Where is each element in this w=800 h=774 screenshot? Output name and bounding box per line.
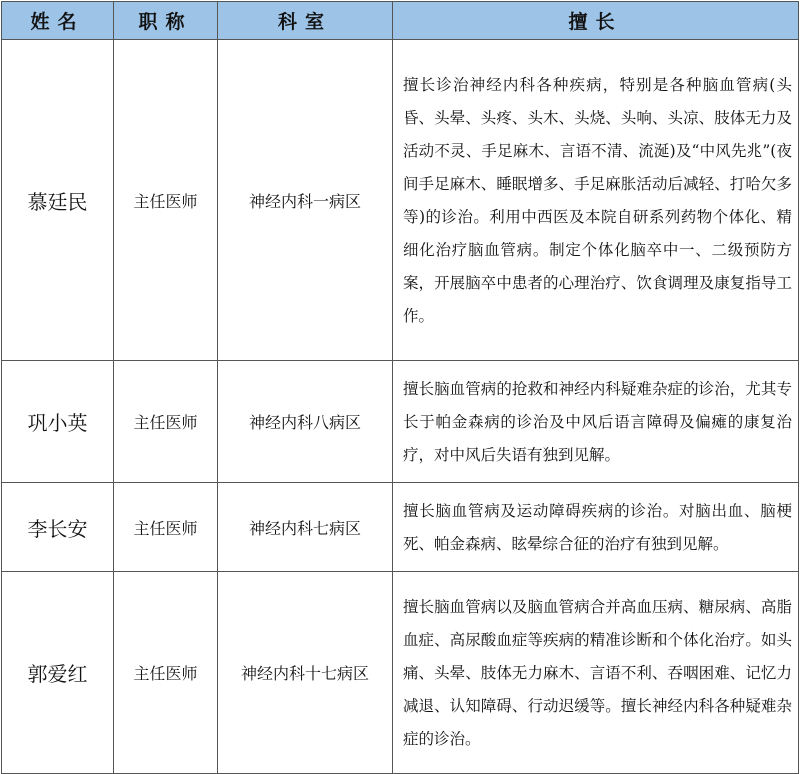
doctor-department: 神经内科一病区 [218,40,393,361]
table-row [2,483,799,572]
doctor-specialty: 擅长诊治神经内科各种疾病，特别是各种脑血管病(头昏、头晕、头疼、头木、头烧、头响、头凉、肢体无力及活动不灵、手足麻木、言语不清、流涎)及“中风先兆”(夜间手足麻木、睡眠增多、手足麻胀活动后减轻、打哈欠多等)的诊治。利用中西医及本院自研系列药物个体化、精细化治疗脑血管病。制定个体化脑卒中一、二级预防方案，开展脑卒中患者的心理治疗、饮食调理及康复指导工作。 [403,76,792,325]
doctor-title: 主任医师 [114,361,218,483]
table-row [2,572,799,774]
doctor-specialty: 擅长脑血管病以及脑血管病合并高血压病、糖尿病、高脂血症、高尿酸血症等疾病的精准诊断和个体化治疗。如头痛、头晕、肢体无力麻木、言语不利、吞咽困难、记忆力减退、认知障碍、行动迟缓等。擅长神经内科各种疑难杂症的诊治。 [403,598,792,748]
doctor-name: 巩小英 [2,361,114,483]
doctor-title: 主任医师 [114,483,218,572]
doctor-specialty-cell [393,572,799,774]
doctor-specialty-cell [393,361,799,483]
doctor-title: 主任医师 [114,572,218,774]
table-row [2,361,799,483]
header-title: 职称 [114,2,218,40]
doctor-specialty: 擅长脑血管病的抢救和神经内科疑难杂症的诊治，尤其专长于帕金森病的诊治及中风后语言障碍及偏瘫的康复治疗，对中风后失语有独到见解。 [403,380,792,464]
header-specialty: 擅长 [393,2,799,40]
table-header-row [2,2,799,40]
doctor-title: 主任医师 [114,40,218,361]
table-row [2,40,799,361]
doctor-name: 李长安 [2,483,114,572]
doctor-specialty-cell [393,483,799,572]
doctor-specialty: 擅长脑血管病及运动障碍疾病的诊治。对脑出血、脑梗死、帕金森病、眩晕综合征的治疗有独到见解。 [403,502,792,553]
doctor-specialty-cell [393,40,799,361]
doctor-name: 慕廷民 [2,40,114,361]
header-name: 姓名 [2,2,114,40]
doctor-department: 神经内科八病区 [218,361,393,483]
doctor-specialty-table [1,1,799,774]
doctor-department: 神经内科十七病区 [218,572,393,774]
header-department: 科室 [218,2,393,40]
doctor-name: 郭爱红 [2,572,114,774]
doctor-department: 神经内科七病区 [218,483,393,572]
